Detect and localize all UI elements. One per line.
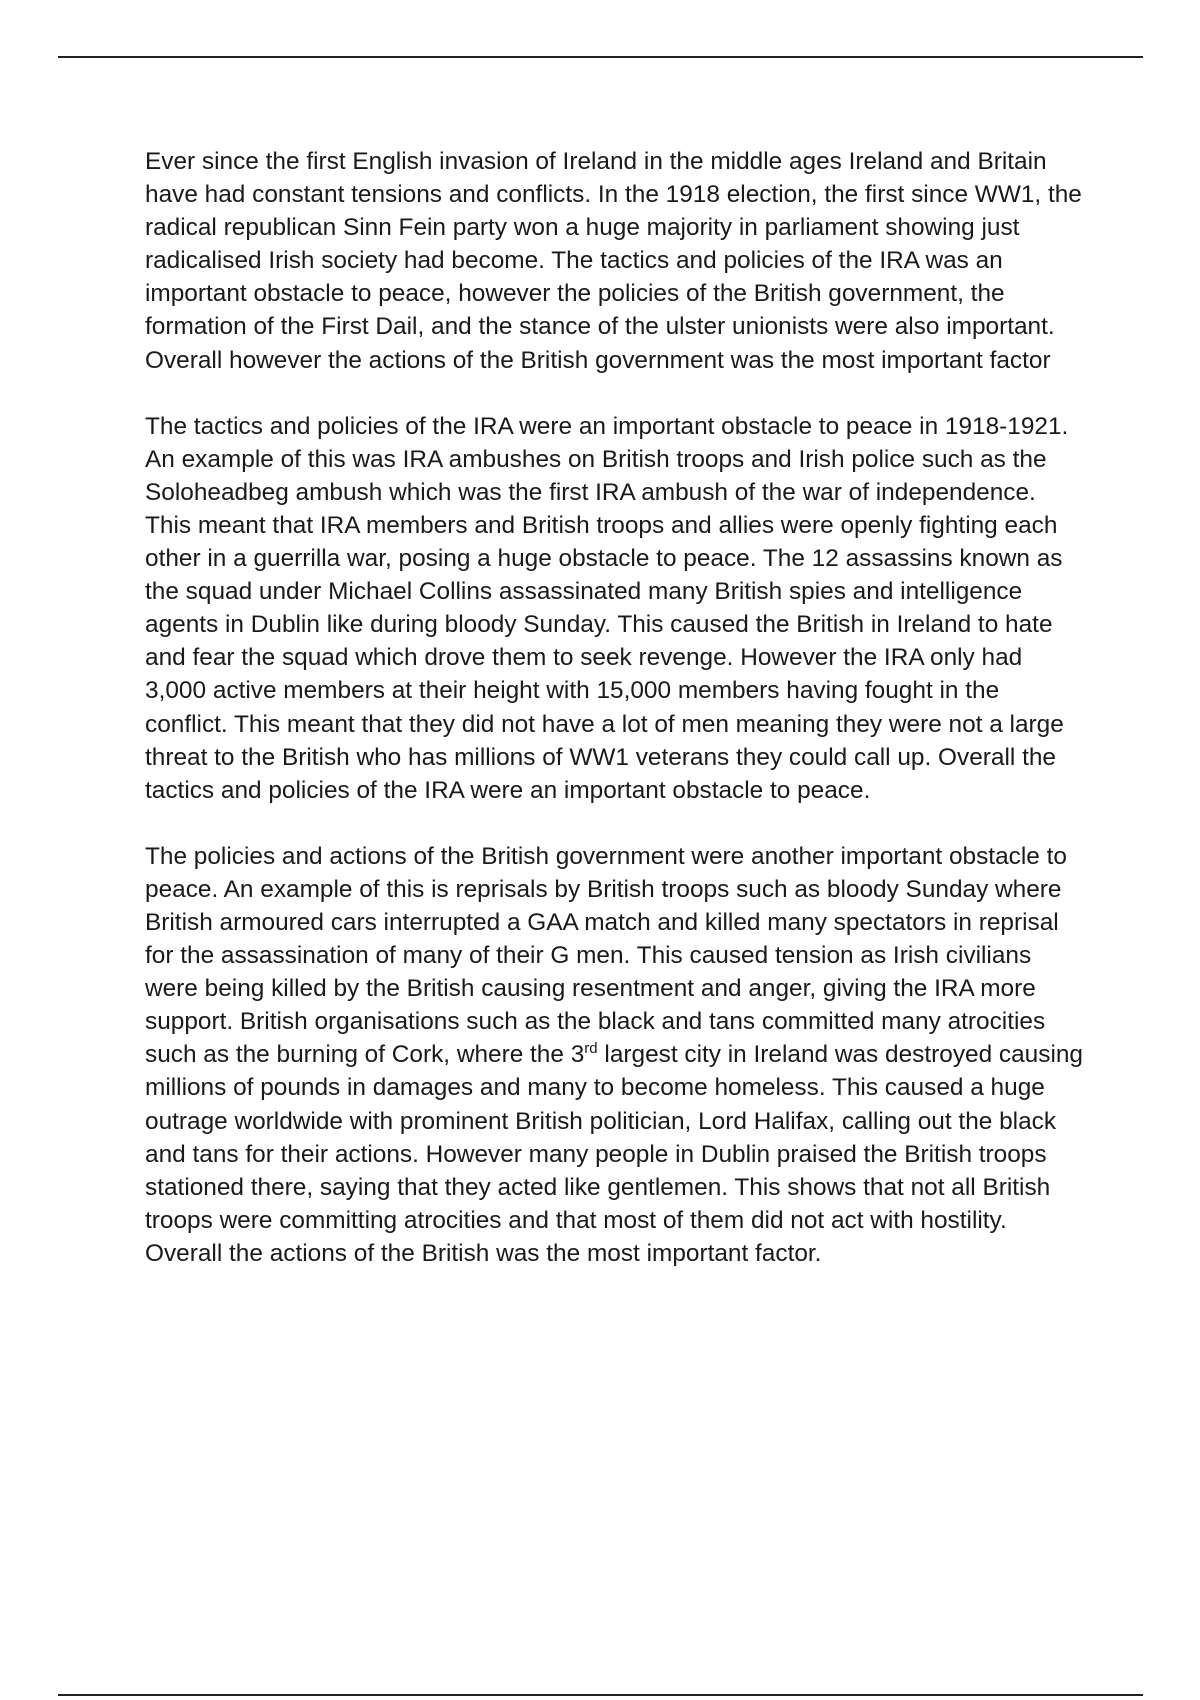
paragraph-ira-tactics: The tactics and policies of the IRA were an important obstacle to peace in 1918-1921. An example of this was IRA ambushes on British troops and Irish police such as the Soloheadbeg ambush which was the first IRA ambush of the war of independence. This meant that IRA members and British troops and allies were openly fighting each other in a guerrilla war, posing a huge obstacle to peace. The 12 assassins known as the squad under Michael Collins assassinated many British spies and intelligence agents in Dublin like during bloody Sunday. This caused the British in Ireland to hate and fear the squad which drove them to seek revenge. However the IRA only had 3,000 active members at their height with 15,000 members having fought in the conflict. This meant that they did not have a lot of men meaning they were not a large threat to the British who has millions of WW1 veterans they could call up. Overall the tactics and policies of the IRA were an important obstacle to peace.: [145, 412, 1069, 804]
footer-rule: [58, 1694, 1143, 1696]
paragraph-british-government-text-before: The policies and actions of the British government were another important obstacle to peace. An example of this is reprisals by British troops such as bloody Sunday where British armoured cars interrupted a GAA match and killed many spectators in reprisal for the assassination of many of their G men. This caused tension as Irish civilians were being killed by the British causing resentment and anger, giving the IRA more support. British organisations such as the black and tans committed many atrocities such as the burning of Cork, where the 3: [145, 842, 1067, 1069]
paragraph-british-government-text-after: largest city in Ireland was destroyed causing millions of pounds in damages and many to become homeless. This caused a huge outrage worldwide with prominent British politician, Lord Halifax, calling out the black and tans for their actions. However many people in Dublin praised the British troops stationed there, saying that they acted like gentlemen. This shows that not all British troops were committing atrocities and that most of them did not act with hostility. Overall the actions of the British was the most important factor.: [145, 1041, 1083, 1267]
document-body: [145, 145, 1085, 1303]
paragraph-introduction: Ever since the first English invasion of Ireland in the middle ages Ireland and Britain have had constant tensions and conflicts. In the 1918 election, the first since WW1, the radical republican Sinn Fein party won a huge majority in parliament showing just radicalised Irish society had become. The tactics and policies of the IRA was an important obstacle to peace, however the policies of the British government, the formation of the First Dail, and the stance of the ulster unionists were also important. Overall however the actions of the British government was the most important factor: [145, 148, 1082, 374]
header-rule: [58, 56, 1143, 58]
ordinal-suffix: rd: [584, 1040, 598, 1058]
paragraph-british-government: [145, 840, 1085, 1270]
